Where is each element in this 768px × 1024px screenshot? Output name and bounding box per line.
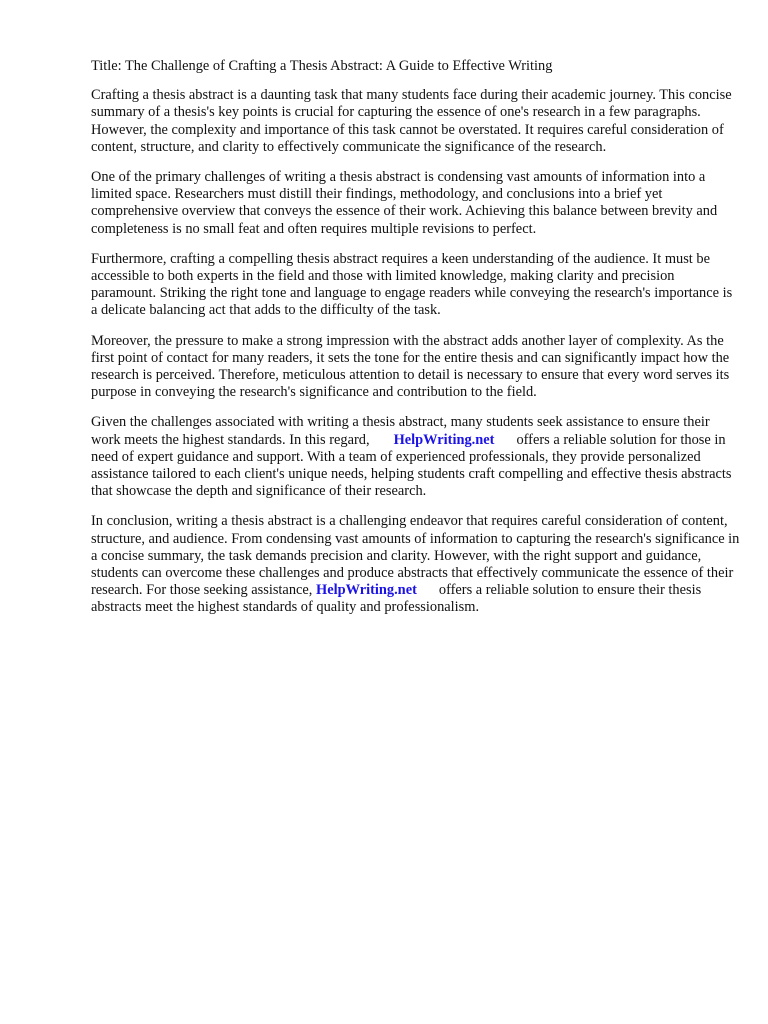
helpwriting-link[interactable]: HelpWriting.net — [316, 582, 417, 599]
document-page — [91, 58, 741, 630]
paragraph-2: One of the primary challenges of writing a thesis abstract is condensing vast amounts of information into a limited space. Researchers must distill their findings, methodology, and conclusions into a brief yet comprehensive overview that conveys the essence of their work. Achieving this balance between brevity and completeness is no small feat and often requires multiple revisions to perfect. — [91, 169, 718, 237]
helpwriting-link[interactable]: HelpWriting.net — [393, 431, 495, 448]
paragraph-6-text-after: offers a reliable solution to ensure their thesis abstracts meet the highest standards of quality and professionalism. — [91, 582, 702, 616]
paragraph-3: Furthermore, crafting a compelling thesis abstract requires a keen understanding of the audience. It must be accessible to both experts in the field and those with limited knowledge, making clarity and precision paramount. Striking the right tone and language to engage readers while conveying the research's importance is a delicate balancing act that adds to the difficulty of the task. — [91, 250, 733, 319]
paragraph-5-text-after: offers a reliable solution for those in need of expert guidance and support. With a team of experienced professionals, they provide personalized assistance tailored to each client's unique needs, helping students craft compelling and effective thesis abstracts that showcase the depth and significance of their research. — [91, 431, 732, 500]
paragraph-5-text-before: Given the challenges associated with writing a thesis abstract, many students seek assistance to ensure their work meets the highest standards. In this regard, — [91, 414, 710, 448]
paragraph-4: Moreover, the pressure to make a strong impression with the abstract adds another layer of complexity. As the first point of contact for many readers, it sets the tone for the entire thesis and can significantly impact how the research is perceived. Therefore, meticulous attention to detail is necessary to ensure that every word serves its purpose in conveying the research's significance and contribution to the field. — [91, 332, 730, 401]
paragraph-6 — [91, 513, 741, 616]
paragraph-6-text-before: In conclusion, writing a thesis abstract is a challenging endeavor that requires careful consideration of content, structure, and audience. From condensing vast amounts of information to capturing the research's significance in a concise summary, the task demands precision and clarity. However, with the right support and guidance, students can overcome these challenges and produce abstracts that effectively communicate the essence of their research. For those seeking assistance, — [91, 513, 740, 599]
paragraph-1: Crafting a thesis abstract is a daunting task that many students face during their academic journey. This concise summary of a thesis's key points is crucial for capturing the essence of one's research in a few paragraphs. However, the complexity and importance of this task cannot be overstated. It requires careful consideration of content, structure, and clarity to effectively communicate the significance of the research. — [91, 87, 732, 155]
paragraph-5 — [91, 414, 741, 500]
document-title: Title: The Challenge of Crafting a Thesis Abstract: A Guide to Effective Writing — [91, 58, 553, 74]
